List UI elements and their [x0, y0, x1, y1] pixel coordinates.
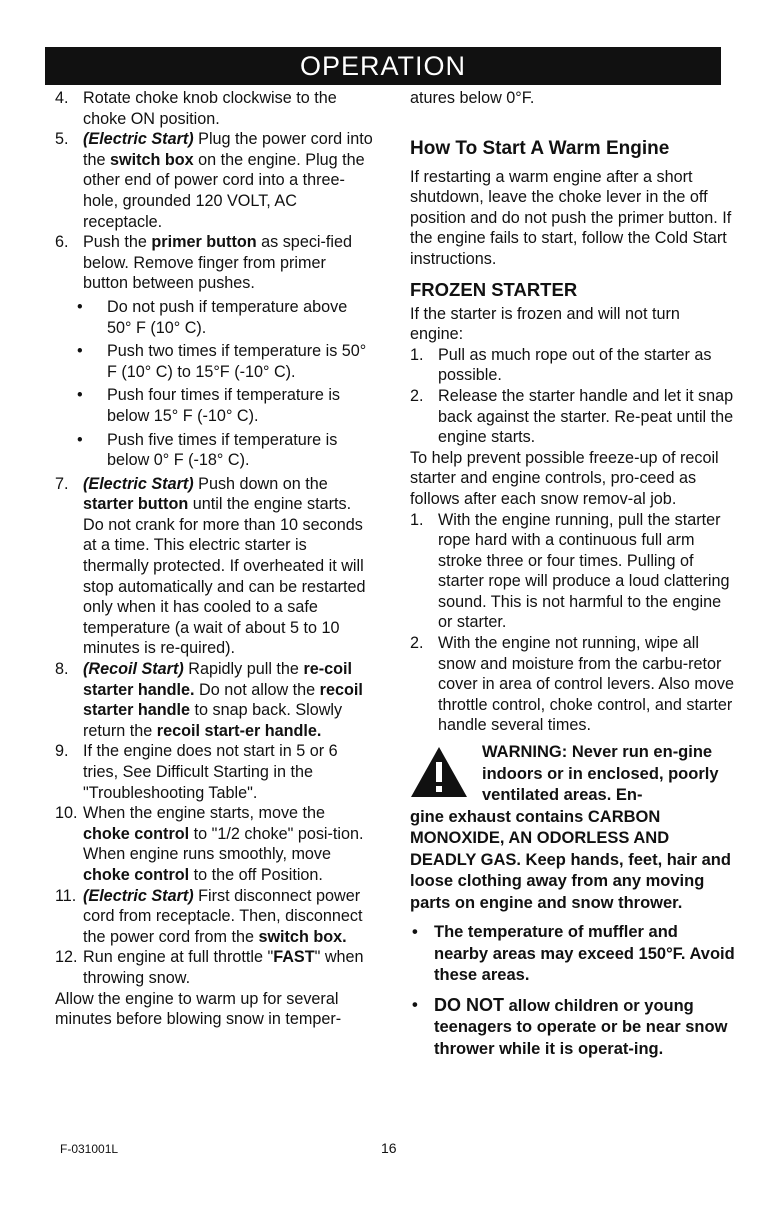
- primer-bullet: • Do not push if temperature above 50° F (10° C).: [77, 297, 348, 337]
- warning-block: [410, 742, 735, 914]
- freeze-step: 2. With the engine not running, wipe all snow and moisture from the carbu-retor cover in area of control levers. Also move throttle control, choke control, and starter handle several times.: [410, 634, 735, 735]
- step-7: 7. (Electric Start) Push down on the starter button until the engine starts. Do not crank for more than 10 seconds at a time. This electric starter is thermally protected. If overheated it will stop automatically and can be restarted only when it has cooled to a safe temperature (a wait of about 5 to 10 minutes is re-quired).: [55, 474, 366, 658]
- bullet-dot: •: [77, 386, 83, 405]
- warning-bullet: • The temperature of muffler and nearby areas may exceed 150°F. Avoid these areas.: [412, 923, 735, 985]
- warning-triangle-icon: [410, 746, 468, 798]
- step-4: 4. Rotate choke knob clockwise to the choke ON position.: [55, 89, 337, 128]
- warning-body: gine exhaust contains CARBON MONOXIDE, AN ODORLESS AND DEADLY GAS. Keep hands, feet, hair and loose clothing away from any moving parts on engine and snow thrower.: [410, 807, 731, 912]
- frozen-step: 1. Pull as much rope out of the starter as possible.: [410, 345, 712, 385]
- freeze-step: 1. With the engine running, pull the starter rope hard with a continuous full arm stroke three or four times. Pulling of starter rope will produce a loud clattering sound. This is not harmful to the engine or starter.: [410, 510, 730, 632]
- step-10: 10. When the engine starts, move the choke control to "1/2 choke" posi-tion. When engine runs smoothly, move choke control to the off Position.: [55, 804, 364, 884]
- step-8: 8. (Recoil Start) Rapidly pull the re-coil starter handle. Do not allow the recoil starter handle to snap back. Slowly return the recoil start-er handle.: [55, 660, 363, 740]
- step-9: 9. If the engine does not start in 5 or 6 tries, See Difficult Starting in the "Troubleshooting Table".: [55, 742, 338, 802]
- primer-bullet: • Push two times if temperature is 50° F (10° C) to 15°F (-10° C).: [77, 342, 367, 381]
- warm-engine-heading: How To Start A Warm Engine: [410, 137, 670, 159]
- continued-text: atures below 0°F.: [410, 89, 535, 107]
- section-banner: [45, 47, 721, 85]
- document-code: F-031001L: [60, 1142, 119, 1156]
- step-5: 5. (Electric Start) Plug the power cord into the switch box on the engine. Plug the other end of power cord into a three-hole, grounded 120 VOLT, AC receptacle.: [55, 130, 373, 231]
- electric-start-tag: (Electric Start): [83, 130, 194, 149]
- freeze-prevent-intro: To help prevent possible freeze-up of recoil starter and engine controls, pro-ceed as follows after each snow remov-al job.: [410, 448, 719, 508]
- step-6: 6. Push the primer button as speci-fied below. Remove finger from primer button between pushes.: [55, 233, 352, 293]
- right-column: [410, 88, 735, 1060]
- warm-engine-text: If restarting a warm engine after a short shutdown, leave the choke lever in the off position and do not push the primer button. If the engine fails to start, follow the Cold Start instructions.: [410, 167, 732, 268]
- frozen-starter-heading: FROZEN STARTER: [410, 278, 578, 300]
- warning-heading: WARNING: Never run en-gine indoors or in enclosed, poorly ventilated areas. En-: [482, 743, 719, 805]
- warning-bullet: • DO NOT allow children or young teenagers to operate or be near snow thrower while it is operat-ing.: [412, 994, 728, 1058]
- bullet-dot: •: [77, 430, 83, 449]
- bullet-dot: •: [77, 342, 83, 361]
- step-4-text: Rotate choke knob clockwise to the choke ON position.: [83, 89, 337, 128]
- step-12: 12. Run engine at full throttle "FAST" when throwing snow.: [55, 948, 364, 987]
- frozen-intro: If the starter is frozen and will not turn engine:: [410, 304, 680, 344]
- frozen-step: 2. Release the starter handle and let it snap back against the starter. Re-peat until the engine starts.: [410, 386, 734, 447]
- bullet-dot: •: [77, 297, 83, 316]
- page-number: 16: [381, 1140, 397, 1156]
- bullet-dot: •: [412, 923, 418, 942]
- primer-bullet: • Push four times if temperature is below 15° F (-10° C).: [77, 386, 341, 425]
- bullet-dot: •: [412, 995, 418, 1014]
- warm-up-paragraph: Allow the engine to warm up for several minutes before blowing snow in temper-: [55, 989, 342, 1029]
- section-title: OPERATION: [299, 51, 467, 81]
- step-11: 11. (Electric Start) First disconnect power cord from receptacle. Then, disconnect the power cord from the switch box.: [55, 886, 363, 946]
- primer-bullet: • Push five times if temperature is below 0° F (-18° C).: [77, 430, 338, 470]
- left-column: [55, 88, 375, 1030]
